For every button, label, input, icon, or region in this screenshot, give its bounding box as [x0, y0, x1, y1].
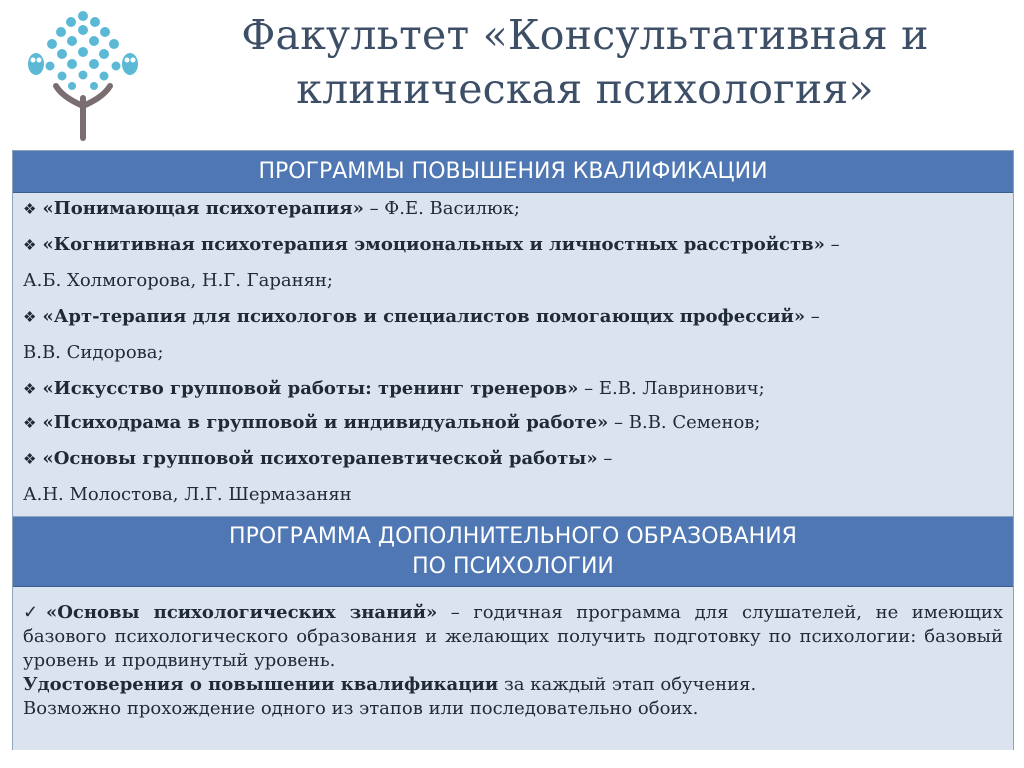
- diamond-bullet-icon: ❖: [23, 236, 37, 254]
- section-header-line: ПО ПСИХОЛОГИИ: [412, 554, 614, 579]
- diamond-bullet-icon: ❖: [23, 450, 37, 468]
- programs-table: [12, 150, 1014, 750]
- section-header-additional-education: [13, 517, 1013, 587]
- list-item-continuation: В.В. Сидорова;: [23, 342, 164, 363]
- program-description: ✓«Основы психологических знаний» – годичная программа для слушателей, не имеющих базового психологического образования и желающих получить подготовку по психологии: базовый уровень и продвинутый уровень.: [23, 602, 1003, 671]
- list-item: ❖ «Искусство групповой работы: тренинг тренеров» – Е.В. Лавринович;: [23, 378, 765, 399]
- faculty-tree-logo: [22, 6, 144, 142]
- section-header-line: ПРОГРАММА ДОПОЛНИТЕЛЬНОГО ОБРАЗОВАНИЯ: [229, 524, 797, 549]
- section-header-qualification: ПРОГРАММЫ ПОВЫШЕНИЯ КВАЛИФИКАЦИИ: [13, 151, 1013, 193]
- additional-education-details: [13, 587, 1013, 750]
- diamond-bullet-icon: ❖: [23, 414, 37, 432]
- list-item: ❖ «Понимающая психотерапия» – Ф.Е. Василюк;: [23, 198, 520, 219]
- page-title: Факультет «Консультативная и клиническая психология»: [241, 11, 929, 113]
- list-item: ❖ «Психодрама в групповой и индивидуальной работе» – В.В. Семенов;: [23, 412, 761, 433]
- list-item-continuation: А.Н. Молостова, Л.Г. Шермазанян: [23, 484, 352, 505]
- checkmark-icon: ✓: [23, 602, 46, 623]
- list-item-continuation: А.Б. Холмогорова, Н.Г. Гаранян;: [23, 270, 333, 291]
- diamond-bullet-icon: ❖: [23, 380, 37, 398]
- list-item: ❖ «Арт-терапия для психологов и специалистов помогающих профессий» –: [23, 306, 820, 327]
- list-item: ❖ «Основы групповой психотерапевтической работы» –: [23, 448, 613, 469]
- diamond-bullet-icon: ❖: [23, 200, 37, 218]
- certificate-note: Удостоверения о повышении квалификации за каждый этап обучения.: [23, 674, 757, 695]
- list-item: ❖ «Когнитивная психотерапия эмоциональных и личностных расстройств» –: [23, 234, 840, 255]
- qualification-programs-list: [13, 193, 1013, 517]
- diamond-bullet-icon: ❖: [23, 308, 37, 326]
- stages-note: Возможно прохождение одного из этапов или последовательно обоих.: [23, 698, 699, 719]
